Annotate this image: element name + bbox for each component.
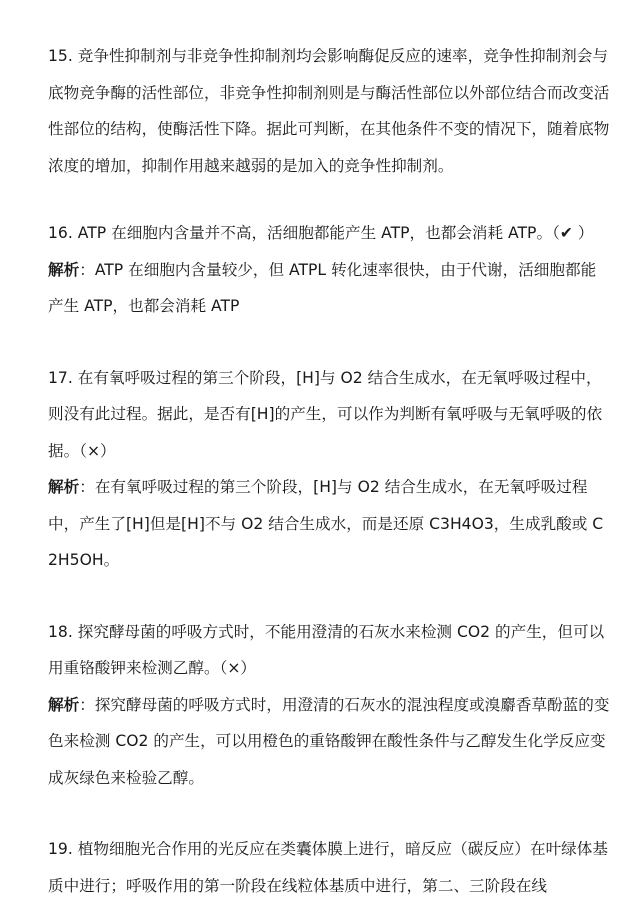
- spacer: [48, 184, 610, 215]
- question-18-analysis: [48, 687, 610, 797]
- analysis-text: 探究酵母菌的呼吸方式时，用澄清的石灰水的混浊程度或溴麝香草酚蓝的变色来检测 CO2 的产生，可以用橙色的重铬酸钾在酸性条件与乙醇发生化学反应变成灰绿色来检验乙醇。: [48, 695, 610, 787]
- analysis-text: 在有氧呼吸过程的第三个阶段，[H]与 O2 结合生成水，在无氧呼吸过程中，产生了[H]但是[H]不与 O2 结合生成水，而是还原 C3H4O3，生成乳酸或 C2H5OH。: [48, 478, 604, 569]
- analysis-label: 解析: [48, 695, 80, 714]
- question-18-statement: 18. 探究酵母菌的呼吸方式时，不能用澄清的石灰水来检测 CO2 的产生，但可以用重铬酸钾来检测乙醇。（×）: [48, 622, 605, 677]
- question-18: [48, 614, 610, 797]
- analysis-label: 解析: [48, 260, 80, 279]
- question-17: [48, 360, 610, 579]
- question-16-statement: 16. ATP 在细胞内含量并不高，活细胞都能产生 ATP，也都会消耗 ATP。（✔ ）: [48, 224, 594, 242]
- question-17-statement: 17. 在有氧呼吸过程的第三个阶段，[H]与 O2 结合生成水，在无氧呼吸过程中，则没有此过程。据此，是否有[H]的产生，可以作为判断有氧呼吸与无氧呼吸的依据。（×）: [48, 368, 603, 460]
- question-16: [48, 215, 610, 325]
- question-19: [48, 831, 610, 904]
- analysis-colon: ：: [79, 260, 95, 279]
- analysis-label: 解析: [48, 478, 80, 496]
- question-16-analysis: [48, 252, 610, 325]
- spacer: [48, 579, 610, 614]
- analysis-colon: ：: [79, 695, 95, 714]
- question-15: [48, 38, 610, 184]
- analysis-text: ATP 在细胞内含量较少，但 ATPL 转化速率很快，由于代谢，活细胞都能产生 ATP，也都会消耗 ATP: [48, 260, 597, 315]
- question-17-analysis: [48, 469, 610, 579]
- spacer: [48, 796, 610, 831]
- spacer: [48, 325, 610, 360]
- analysis-colon: ：: [79, 478, 95, 496]
- question-15-statement: 15. 竞争性抑制剂与非竞争性抑制剂均会影响酶促反应的速率，竞争性抑制剂会与底物竞争酶的活性部位，非竞争性抑制剂则是与酶活性部位以外部位结合而改变活性部位的结构，使酶活性下降。据此可判断，在其他条件不变的情况下，随着底物浓度的增加，抑制作用越来越弱的是加入的竞争性抑制剂。: [48, 47, 610, 175]
- question-19-statement: 19. 植物细胞光合作用的光反应在类囊体膜上进行，暗反应（碳反应）在叶绿体基质中进行；呼吸作用的第一阶段在线粒体基质中进行，第二、三阶段在线: [48, 840, 608, 895]
